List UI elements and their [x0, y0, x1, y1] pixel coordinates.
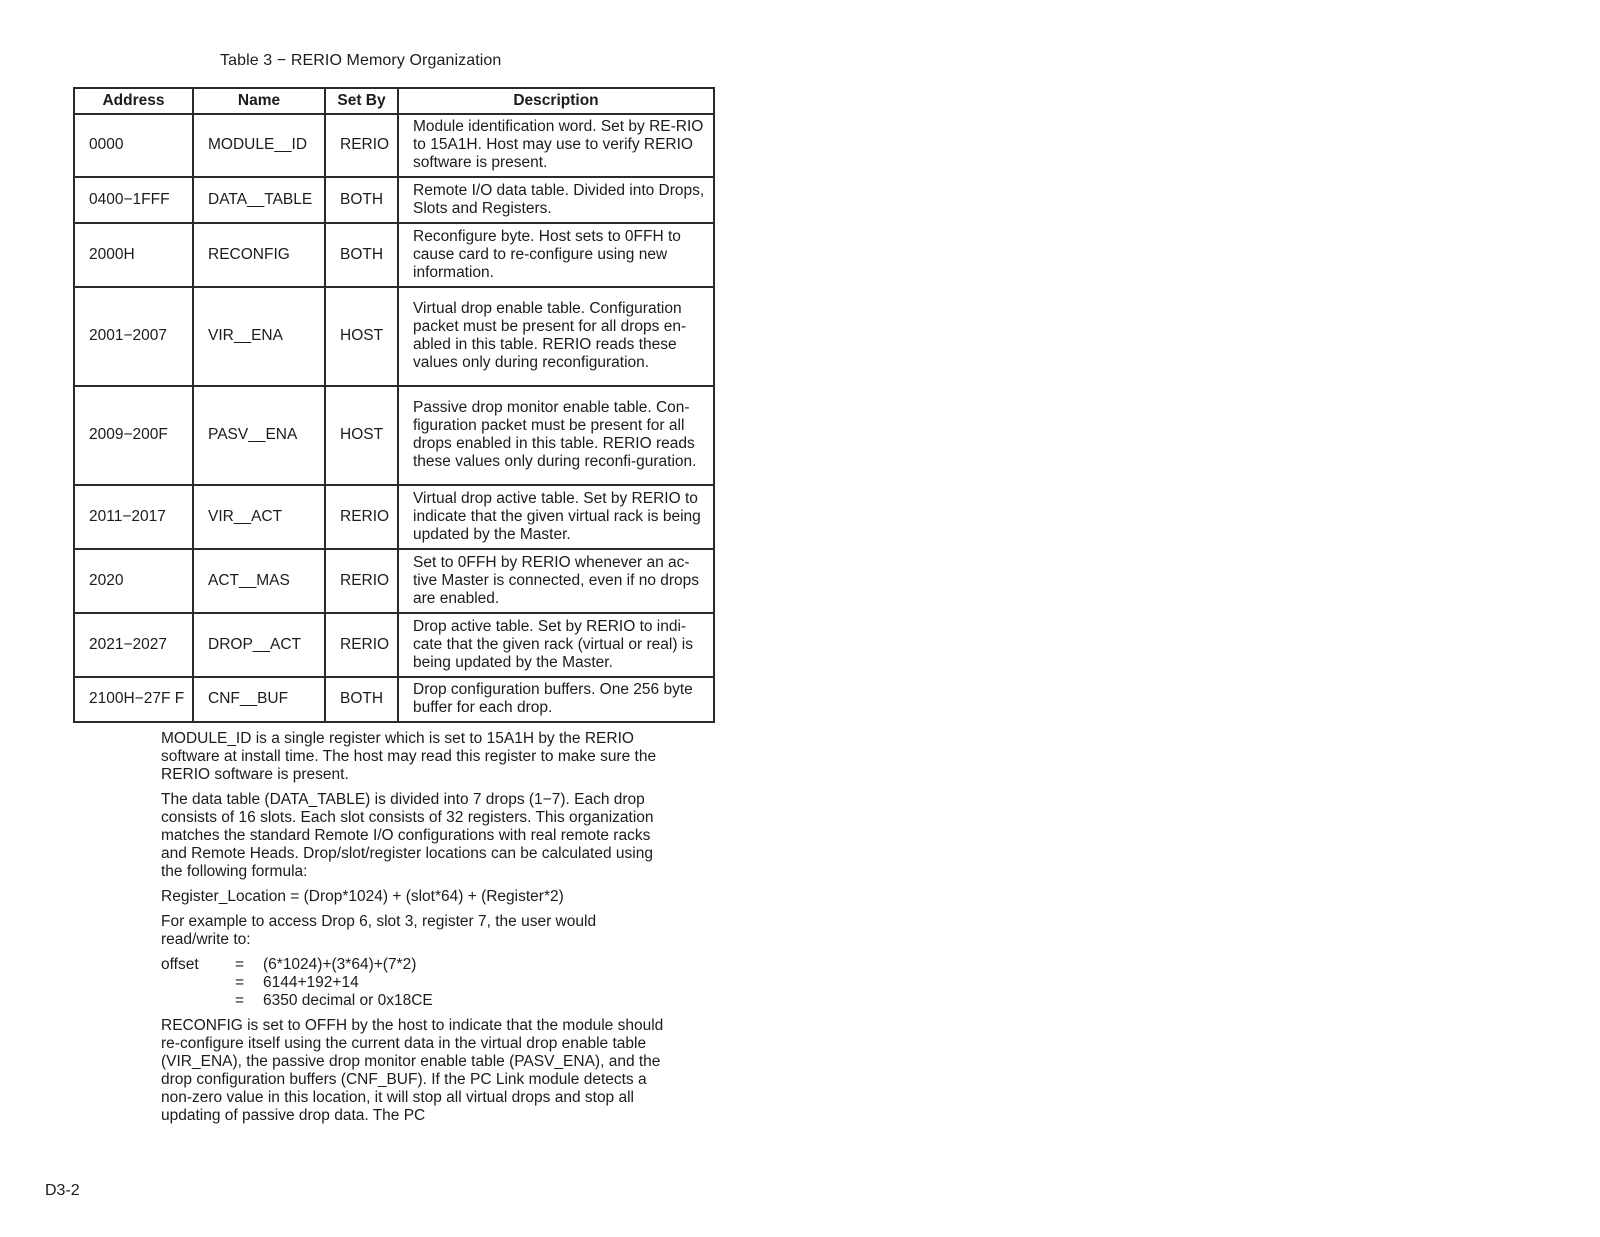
cell-address: 0000	[74, 114, 193, 177]
cell-name: CNF__BUF	[193, 677, 325, 722]
table-row	[74, 386, 714, 485]
table-row	[74, 485, 714, 549]
cell-set-by: BOTH	[325, 177, 398, 223]
register-location-formula: Register_Location = (Drop*1024) + (slot*64) + (Register*2)	[161, 888, 564, 905]
table-caption: Table 3 − RERIO Memory Organization	[220, 52, 502, 69]
cell-address: 2021−2027	[74, 613, 193, 677]
header-name: Name	[193, 88, 325, 114]
table-row	[74, 177, 714, 223]
cell-address: 2000H	[74, 223, 193, 287]
calc-equals: =	[235, 956, 245, 973]
table-row	[74, 677, 714, 722]
cell-name: DATA__TABLE	[193, 177, 325, 223]
calc-expression: 6144+192+14	[263, 974, 359, 991]
table-row	[74, 613, 714, 677]
cell-set-by: HOST	[325, 287, 398, 386]
cell-address: 2100H−27F F	[74, 677, 193, 722]
paragraph-reconfig: RECONFIG is set to OFFH by the host to indicate that the module should re-configure itself using the current data in the virtual drop enable table (VIR_ENA), the passive drop monitor enable table (PASV_ENA), and the drop configuration buffers (CNF_BUF). If the PC Link module detects a non-zero value in this location, it will stop all virtual drops and stop all updating of passive drop data. The PC	[161, 1017, 664, 1124]
table-row	[74, 114, 714, 177]
cell-address: 0400−1FFF	[74, 177, 193, 223]
cell-description: Module identification word. Set by RE-RIO to 15A1H. Host may use to verify RERIO software is present.	[398, 114, 714, 177]
cell-description: Reconfigure byte. Host sets to 0FFH to cause card to re-configure using new information.	[398, 223, 714, 287]
cell-name: VIR__ENA	[193, 287, 325, 386]
calc-row	[161, 956, 666, 974]
table-header-row	[74, 88, 714, 114]
body-text	[161, 730, 666, 1132]
cell-set-by: RERIO	[325, 114, 398, 177]
cell-description: Virtual drop enable table. Configuration packet must be present for all drops en-abled in this table. RERIO reads these values only during reconfiguration.	[398, 287, 714, 386]
page-number: D3-2	[45, 1182, 80, 1199]
paragraph-data-table: The data table (DATA_TABLE) is divided into 7 drops (1−7). Each drop consists of 16 slots. Each slot consists of 32 registers. This organization matches the standard Remote I/O configurations with real remote racks and Remote Heads. Drop/slot/register locations can be calculated using the following formula:	[161, 791, 654, 880]
cell-set-by: RERIO	[325, 613, 398, 677]
cell-description: Remote I/O data table. Divided into Drops, Slots and Registers.	[398, 177, 714, 223]
calc-row	[161, 992, 666, 1010]
header-description: Description	[398, 88, 714, 114]
cell-set-by: BOTH	[325, 677, 398, 722]
cell-address: 2009−200F	[74, 386, 193, 485]
calc-row	[161, 974, 666, 992]
cell-set-by: BOTH	[325, 223, 398, 287]
cell-set-by: RERIO	[325, 485, 398, 549]
memory-organization-table	[73, 87, 715, 723]
header-set-by: Set By	[325, 88, 398, 114]
offset-calculation	[161, 956, 666, 1010]
cell-name: VIR__ACT	[193, 485, 325, 549]
cell-set-by: RERIO	[325, 549, 398, 613]
cell-description: Virtual drop active table. Set by RERIO to indicate that the given virtual rack is being updated by the Master.	[398, 485, 714, 549]
cell-name: MODULE__ID	[193, 114, 325, 177]
header-address: Address	[74, 88, 193, 114]
table-row	[74, 223, 714, 287]
cell-set-by: HOST	[325, 386, 398, 485]
paragraph-module-id: MODULE_ID is a single register which is set to 15A1H by the RERIO software at install time. The host may read this register to make sure the RERIO software is present.	[161, 730, 657, 783]
calc-equals: =	[235, 974, 245, 991]
cell-address: 2011−2017	[74, 485, 193, 549]
calc-expression: (6*1024)+(3*64)+(7*2)	[263, 956, 417, 973]
cell-description: Drop active table. Set by RERIO to indi-cate that the given rack (virtual or real) is being updated by the Master.	[398, 613, 714, 677]
cell-name: ACT__MAS	[193, 549, 325, 613]
paragraph-example: For example to access Drop 6, slot 3, register 7, the user would read/write to:	[161, 913, 597, 948]
cell-description: Drop configuration buffers. One 256 byte buffer for each drop.	[398, 677, 714, 722]
cell-name: RECONFIG	[193, 223, 325, 287]
calc-equals: =	[235, 992, 245, 1009]
calc-label: offset	[161, 956, 199, 973]
calc-expression: 6350 decimal or 0x18CE	[263, 992, 433, 1009]
cell-address: 2020	[74, 549, 193, 613]
cell-address: 2001−2007	[74, 287, 193, 386]
cell-name: DROP__ACT	[193, 613, 325, 677]
table-row	[74, 287, 714, 386]
table-row	[74, 549, 714, 613]
cell-description: Set to 0FFH by RERIO whenever an ac-tive Master is connected, even if no drops are enabled.	[398, 549, 714, 613]
cell-description: Passive drop monitor enable table. Con-figuration packet must be present for all drops enabled in this table. RERIO reads these values only during reconfi-guration.	[398, 386, 714, 485]
cell-name: PASV__ENA	[193, 386, 325, 485]
